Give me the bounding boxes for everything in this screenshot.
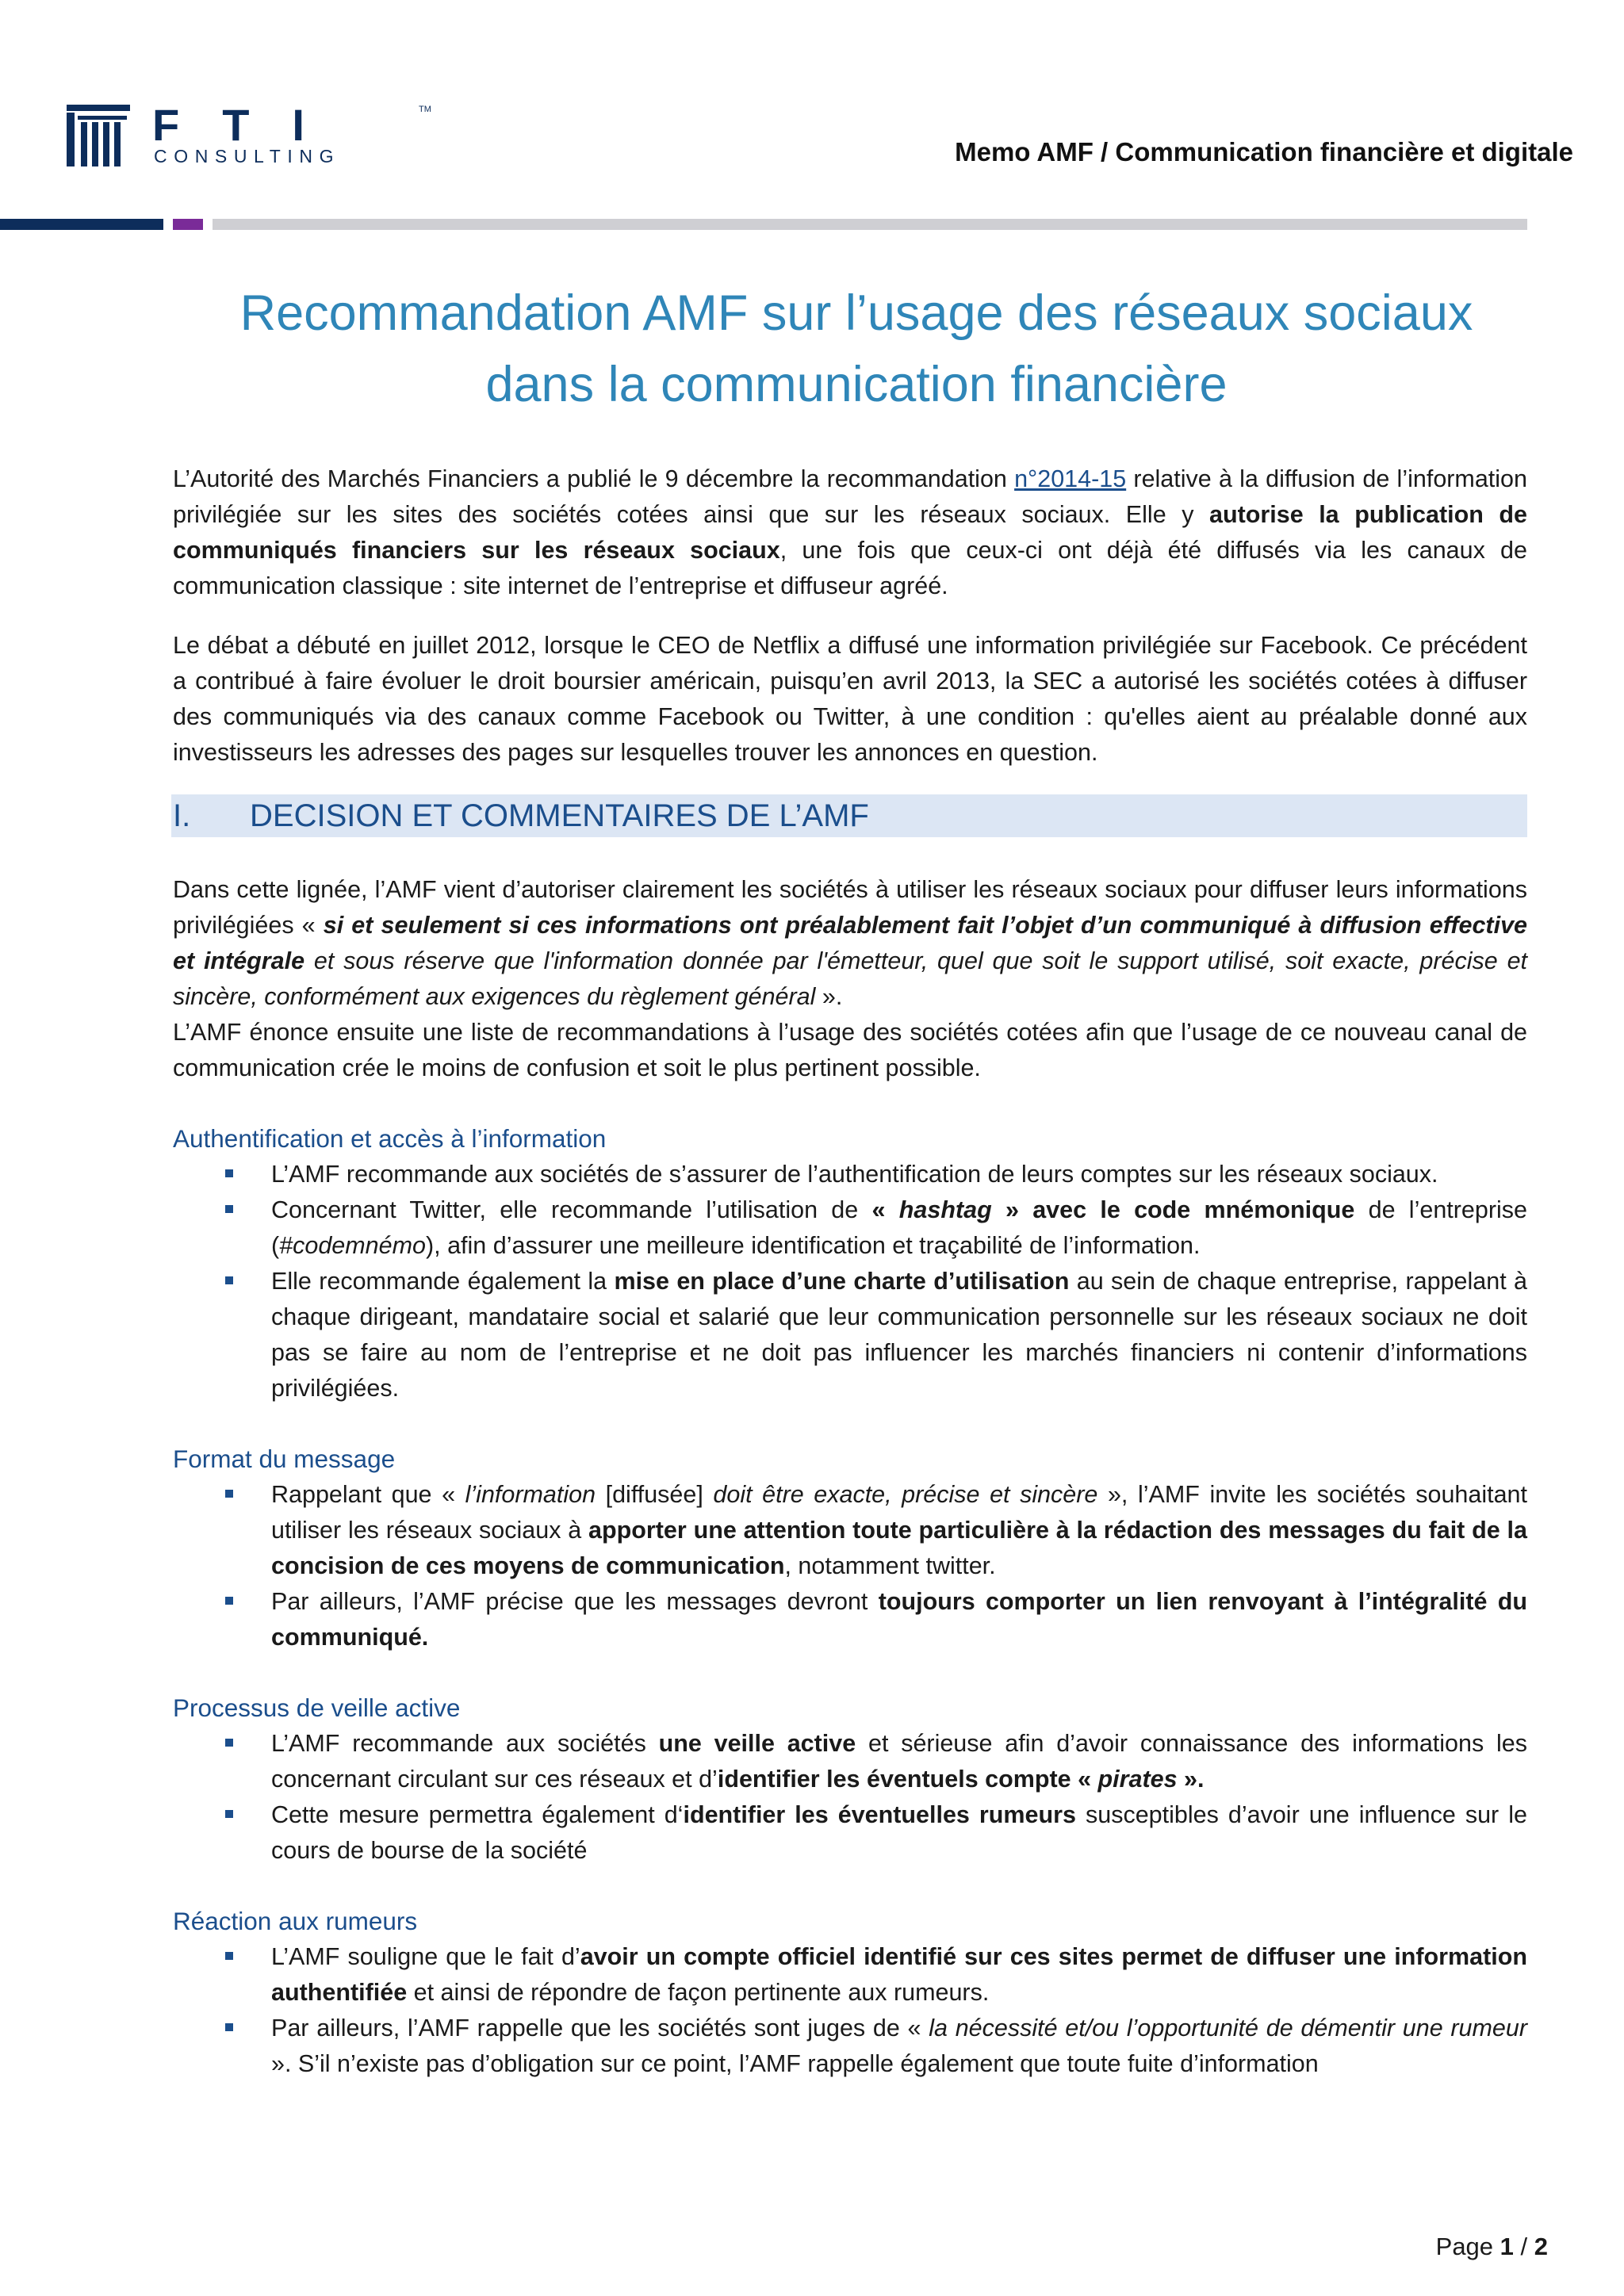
italic-text: et sous réserve que l'information donnée par l'émetteur, quel que soit le support utilisé, soit exacte, précise et sincère, conformément aux exigences du règlement général [173, 947, 1528, 1010]
text: de l’entreprise ( [271, 1196, 1527, 1259]
text: Rappelant que « [271, 1481, 465, 1508]
auth-list [173, 1157, 1527, 1406]
text: susceptibles d’avoir une influence sur le cours de bourse de la société [271, 1801, 1527, 1864]
list-item [271, 1939, 1527, 2011]
document-title [143, 277, 1570, 420]
text: et sérieuse afin d’avoir connaissance des informations les concernant circulant sur ces réseaux et d’ [271, 1730, 1527, 1793]
page-separator: / [1513, 2233, 1534, 2260]
bold-text: mise en place d’une charte d’utilisation [614, 1268, 1070, 1295]
section-paragraph-1 [173, 872, 1527, 1015]
text: L’Autorité des Marchés Financiers a publié le 9 décembre la recommandation [173, 465, 1015, 492]
italic-text: #codemnémo [279, 1232, 426, 1259]
subheading-veille: Processus de veille active [173, 1693, 461, 1722]
title-line-2: dans la communication financière [485, 357, 1228, 412]
list-item: L’AMF recommande aux sociétés de s’assurer de l’authentification de leurs comptes sur les réseaux sociaux. [271, 1157, 1527, 1192]
bold-text: avoir un compte officiel identifié sur ces sites permet de diffuser une information authentifiée [271, 1943, 1527, 2006]
bold-text: apporter une attention toute particulière à la rédaction des messages du fait de la concision de ces moyens de communication [271, 1517, 1527, 1579]
bold-text: autorise la publication de communiqués financiers sur les réseaux sociaux [173, 501, 1527, 564]
list-item [271, 1264, 1527, 1406]
text: Par ailleurs, l’AMF rappelle que les sociétés sont juges de « [271, 2015, 929, 2042]
bold-italic-text: pirates [1097, 1766, 1178, 1793]
text: [diffusée] [596, 1481, 714, 1508]
text: Concernant Twitter, elle recommande l’utilisation de [271, 1196, 872, 1223]
building-columns-icon [67, 105, 130, 166]
bold-text: » avec le code mnémonique [991, 1196, 1355, 1223]
list-item [271, 1726, 1527, 1797]
text: Elle recommande également la [271, 1268, 615, 1295]
current-page: 1 [1500, 2233, 1514, 2260]
italic-text: l’information [465, 1481, 596, 1508]
text: ), afin d’assurer une meilleure identification et traçabilité de l’information. [425, 1232, 1201, 1259]
text: ». S’il n’existe pas d’obligation sur ce point, l’AMF rappelle également que toute fuite d’information [271, 2050, 1319, 2077]
bold-text: identifier les éventuelles rumeurs [683, 1801, 1076, 1828]
italic-text: la nécessité et/ou l’opportunité de démentir une rumeur [929, 2015, 1528, 2042]
title-line-1: Recommandation AMF sur l’usage des réseaux sociaux [239, 285, 1473, 341]
veille-list [173, 1726, 1527, 1869]
document-body [173, 461, 1527, 2082]
bold-text: ». [1177, 1766, 1205, 1793]
list-item [271, 1192, 1527, 1264]
intro-paragraph-2: Le débat a débuté en juillet 2012, lorsque le CEO de Netflix a diffusé une information privilégiée sur Facebook. Ce précédent a contribué à faire évoluer le droit boursier américain, puisqu’en avril 2013, la SEC a autorisé les sociétés cotées à diffuser des communiqués via des canaux comme Facebook ou Twitter, à une condition : qu'elles aient au préalable donné aux investisseurs les adresses des pages sur lesquelles trouver les annonces en question. [173, 632, 1527, 766]
logo-trademark: TM [419, 105, 431, 114]
text: , une fois que ceux-ci ont déjà été diffusés via les canaux de communication classique : site internet de l’entreprise et diffuseur agréé. [173, 537, 1527, 599]
header-title: Memo AMF / Communication financière et digitale [955, 137, 1573, 166]
list-item [271, 2011, 1527, 2082]
text: au sein de chaque entreprise, rappelant à chaque dirigeant, mandataire social et salarié que leur communication personnelle sur les réseaux sociaux ne doit pas se faire au nom de l’entreprise et ne doit pas influencer les marchés financiers ni contenir d’informations privilégiées. [271, 1268, 1527, 1402]
logo-name: FTI [152, 100, 347, 150]
list-item [271, 1477, 1527, 1584]
bold-text: « [871, 1196, 899, 1223]
header-rule-navy [0, 219, 163, 230]
text: ». [815, 983, 843, 1010]
text: Dans cette lignée, l’AMF vient d’autoriser clairement les sociétés à utiliser les réseaux sociaux pour diffuser leurs informations privilégiées « [173, 876, 1527, 939]
format-list [173, 1477, 1527, 1655]
subheading-rumeurs: Réaction aux rumeurs [173, 1907, 418, 1935]
fti-consulting-logo [67, 100, 431, 168]
text: Cette mesure permettra également d‘ [271, 1801, 684, 1828]
recommendation-link[interactable]: n°2014-15 [1014, 465, 1127, 492]
text: relative à la diffusion de l’information privilégiée sur les sites des sociétés cotées ainsi que sur les réseaux sociaux. Elle y [173, 465, 1527, 528]
bold-italic-text: si et seulement si ces informations ont préalablement fait l’objet d’un communiqué à diffusion effective et intégrale [173, 912, 1527, 974]
text: , notamment twitter. [784, 1552, 996, 1579]
page-label: Page [1435, 2233, 1500, 2260]
intro-paragraph-1 [173, 461, 1527, 604]
bold-text: identifier les éventuels compte « [717, 1766, 1098, 1793]
section-paragraph-2: L’AMF énonce ensuite une liste de recommandations à l’usage des sociétés cotées afin que l’usage de ce nouveau canal de communication crée le moins de confusion et soit le plus pertinent possible. [173, 1019, 1527, 1081]
bold-italic-text: hashtag [898, 1196, 992, 1223]
text: L’AMF souligne que le fait d’ [271, 1943, 580, 1970]
bold-text: une veille active [658, 1730, 856, 1757]
rumeurs-list [173, 1939, 1527, 2082]
total-pages: 2 [1534, 2233, 1548, 2260]
bold-text: toujours comporter un lien renvoyant à l’intégralité du communiqué. [271, 1588, 1527, 1651]
text: L’AMF recommande aux sociétés [271, 1730, 659, 1757]
section-heading [171, 794, 1527, 837]
italic-text: doit être exacte, précise et sincère [713, 1481, 1098, 1508]
subheading-format: Format du message [173, 1445, 396, 1473]
text: », l’AMF invite les sociétés souhaitant utiliser les réseaux sociaux à [271, 1481, 1527, 1544]
text: Par ailleurs, l’AMF précise que les messages devront [271, 1588, 879, 1615]
header-rule-purple [173, 219, 203, 230]
section-number: I. [173, 798, 191, 833]
list-item [271, 1584, 1527, 1655]
subheading-authentification: Authentification et accès à l’information [173, 1124, 607, 1153]
text: et ainsi de répondre de façon pertinente aux rumeurs. [407, 1979, 990, 2006]
logo-subtitle: CONSULTING [154, 146, 341, 166]
page-number [1436, 2233, 1548, 2261]
header-rule-gray [213, 219, 1527, 230]
section-title: DECISION ET COMMENTAIRES DE L’AMF [250, 798, 869, 833]
list-item [271, 1797, 1527, 1869]
